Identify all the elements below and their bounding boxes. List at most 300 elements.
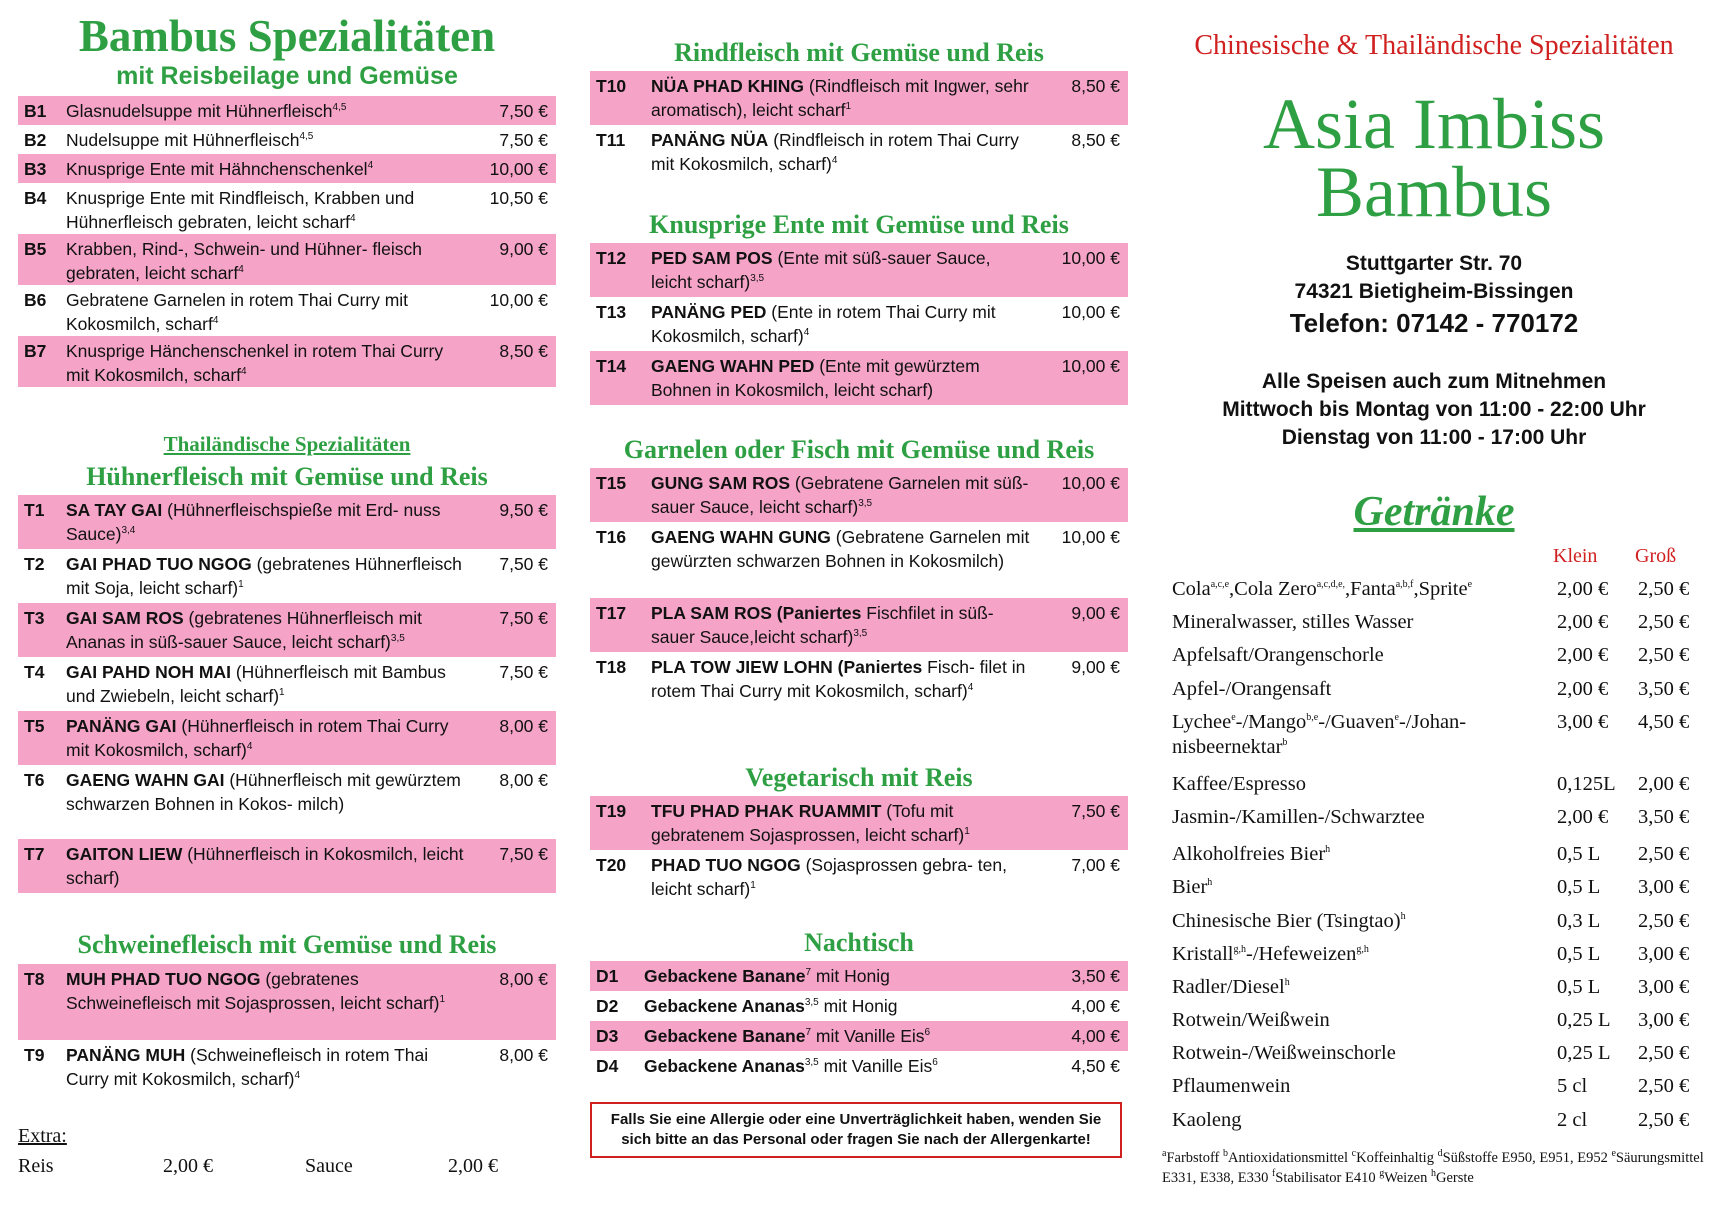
drink-row — [1172, 1104, 1708, 1137]
item-desc-text: Fisch- filet in rotem Thai Curry mit Kokosmilch, scharf) — [651, 657, 1026, 701]
item-price: 7,50 € — [499, 844, 548, 864]
item-code: B6 — [24, 290, 47, 310]
item-code: D4 — [596, 1056, 619, 1076]
item-price: 4,00 € — [1071, 1026, 1120, 1046]
allergen-sup: 1 — [964, 826, 970, 838]
item-description — [644, 1054, 1040, 1078]
item-price: 8,00 € — [499, 716, 548, 736]
item-code: B7 — [24, 341, 47, 361]
drink-name: Kristall$^{g,h}$-/Hefeweizen$^{g,h}$ — [1172, 942, 1369, 965]
item-price: 10,00 € — [1061, 248, 1120, 268]
item-description — [66, 288, 468, 333]
main-title: Bambus Spezialitäten — [78, 11, 496, 61]
item-price: 10,00 € — [1061, 302, 1120, 322]
drink-row — [1172, 838, 1708, 871]
allergen-sup: 4 — [831, 155, 838, 167]
item-description — [651, 601, 1040, 649]
item-code: T7 — [24, 844, 45, 864]
item-code: T2 — [24, 554, 45, 574]
item-code: T13 — [596, 302, 627, 322]
item-desc-text: (Ente mit gewürztem Bohnen in Kokosmilch, leicht scharf) — [651, 356, 980, 400]
item-price: 8,50 € — [1071, 130, 1120, 150]
item-code: T11 — [596, 130, 626, 150]
item-price: 3,50 € — [1071, 966, 1120, 986]
drink-small: 0,5 L — [1557, 942, 1601, 965]
drink-small: 2,00 € — [1557, 578, 1609, 600]
logo-line-2: Bambus — [1315, 152, 1552, 232]
menu-item-row — [18, 549, 556, 603]
item-price: 9,00 € — [499, 239, 548, 259]
phone: Telefon: 07142 - 770172 — [1289, 308, 1579, 338]
drink-name: Bier$^h$ — [1172, 876, 1213, 899]
drink-large: 3,00 € — [1638, 942, 1690, 965]
item-code: T4 — [24, 662, 45, 682]
allergen-sup: 7 — [805, 967, 812, 979]
klein-header: Klein — [1553, 545, 1598, 567]
item-name: Gebackene Banane — [644, 1026, 806, 1046]
allergen-sup: 4 — [212, 315, 219, 327]
item-name: GAENG WAHN PED — [651, 356, 815, 376]
allergen-sup: 3,5 — [804, 1057, 819, 1069]
item-price: 9,00 € — [1071, 603, 1120, 623]
drink-large: 3,00 € — [1638, 975, 1690, 998]
allergen-sup: 1 — [279, 687, 285, 699]
item-code: T12 — [596, 248, 627, 268]
item-description — [651, 655, 1040, 725]
menu-item-row — [18, 495, 556, 549]
menu-item-row — [18, 234, 556, 285]
drink-name: Kaffee/Espresso — [1172, 772, 1306, 795]
item-desc-text: Knusprige Ente mit Hähnchenschenkel — [66, 159, 368, 179]
item-desc-text: mit Vanille Eis — [815, 1026, 925, 1046]
drink-row — [1172, 905, 1708, 938]
item-price: 4,50 € — [1071, 1056, 1120, 1076]
drink-large: 2,50 € — [1638, 1108, 1690, 1131]
drink-large: 3,50 € — [1638, 805, 1690, 828]
allergen-sup: 3,5 — [804, 997, 819, 1009]
drink-small: 3,00 € — [1557, 710, 1609, 733]
duck-table — [590, 243, 1128, 405]
menu-item-row — [590, 243, 1128, 297]
item-description — [651, 525, 1040, 595]
item-desc-text: Fischfilet in süß-sauer Sauce,leicht scharf) — [651, 603, 994, 647]
menu-item-row — [590, 71, 1128, 125]
item-desc-text: (gebratenes Hühnerfleisch mit Soja, leicht scharf) — [66, 554, 462, 598]
allergen-sup: 3,5 — [858, 498, 873, 510]
additives-footnote: $^a$Farbstoff $^b$Antioxidationsmittel $^c$Koffeinhaltig $^d$Süßstoffe E950, E951, E952 $^e$Säurungsmittel E331, E338, E330 $^f$Stabilisator E410 $^g$Weizen $^h$Gerste — [1162, 1148, 1704, 1186]
item-description — [66, 128, 468, 151]
item-code: T14 — [596, 356, 627, 376]
drink-name: Rotwein/Weißwein — [1172, 1009, 1330, 1032]
item-name: GAENG WAHN GUNG — [651, 527, 831, 547]
address-city: 74321 Bietigheim-Bissingen — [1294, 280, 1574, 303]
item-price: 7,00 € — [1071, 855, 1120, 875]
item-name: TFU PHAD PHAK RUAMMIT — [651, 801, 882, 821]
item-code: T17 — [596, 603, 627, 623]
item-description — [66, 606, 468, 654]
bambus-table — [18, 96, 556, 387]
drink-name: Rotwein-/Weißweinschorle — [1172, 1042, 1396, 1065]
item-description — [651, 471, 1040, 519]
drink-row — [1172, 871, 1708, 904]
tagline: Chinesische & Thailändische Spezialitäten — [1194, 30, 1674, 61]
drink-name: Alkoholfreies Bier$^h$ — [1172, 843, 1331, 866]
item-code: T9 — [24, 1045, 45, 1065]
item-name: MUH PHAD TUO NGOG — [66, 969, 261, 989]
item-description — [651, 74, 1040, 122]
drink-name: Chinesische Bier (Tsingtao)$^h$ — [1172, 909, 1406, 932]
item-desc-text: (Gebratene Garnelen mit gewürzten schwarzen Bohnen in Kokosmilch) — [651, 527, 1030, 571]
drink-small: 0,5 L — [1557, 975, 1601, 998]
extra-label: Extra: — [18, 1125, 67, 1147]
item-description — [66, 552, 468, 600]
item-name: PANÄNG NÜA — [651, 130, 769, 150]
drink-row — [1172, 1070, 1708, 1103]
item-code: D1 — [596, 966, 619, 986]
item-description — [644, 964, 1040, 988]
menu-item-row — [18, 183, 556, 234]
item-name: Gebackene Ananas — [644, 996, 805, 1016]
item-code: T19 — [596, 801, 627, 821]
item-code: B2 — [24, 130, 47, 150]
menu-item-row — [590, 598, 1128, 652]
chicken-title: Hühnerfleisch mit Gemüse und Reis — [86, 462, 488, 491]
item-name: PHAD TUO NGOG — [651, 855, 801, 875]
logo-line-1: Asia Imbiss — [1263, 84, 1605, 164]
item-price: 4,00 € — [1071, 996, 1120, 1016]
extra-reis-price: 2,00 € — [163, 1155, 213, 1177]
item-name: PANÄNG MUH — [66, 1045, 186, 1065]
item-name: NÜA PHAD KHING — [651, 76, 804, 96]
drink-row — [1172, 639, 1708, 672]
item-name: PANÄNG PED — [651, 302, 767, 322]
drink-large: 2,00 € — [1638, 772, 1690, 795]
item-description — [66, 714, 468, 762]
allergen-sup: 1 — [238, 579, 244, 591]
allergen-sup: 1 — [845, 101, 852, 113]
main-subtitle: mit Reisbeilage und Gemüse — [116, 62, 458, 90]
drink-small: 0,5 L — [1557, 843, 1601, 866]
fish-table — [590, 468, 1128, 728]
item-code: T3 — [24, 608, 45, 628]
drinks-table — [1172, 573, 1708, 1137]
drink-large: 3,00 € — [1638, 876, 1690, 899]
item-code: T8 — [24, 969, 45, 989]
item-name: PLA SAM ROS (Paniertes — [651, 603, 862, 623]
item-desc-text: (Ente mit süß-sauer Sauce, leicht scharf) — [651, 248, 991, 292]
item-desc-text: (Rindfleisch mit Ingwer, sehr aromatisch), leicht scharf — [651, 76, 1029, 120]
item-price: 10,00 € — [1061, 356, 1120, 376]
allergen-sup: 1 — [439, 994, 446, 1006]
item-desc-text: (Hühnerfleischspieße mit Erd- nuss Sauce) — [66, 500, 441, 544]
item-code: D3 — [596, 1026, 619, 1046]
item-name: SA TAY GAI — [66, 500, 163, 520]
gross-header: Groß — [1635, 545, 1677, 567]
pork-title: Schweinefleisch mit Gemüse und Reis — [77, 930, 497, 959]
takeaway-note: Alle Speisen auch zum Mitnehmen — [1261, 370, 1607, 393]
allergen-sup: 4 — [367, 160, 374, 172]
drink-name: Cola$^{a,c,e}$,Cola Zero$^{a,c,d,e,}$,Fanta$^{a,b,f}$,Sprite$^e$ — [1172, 578, 1473, 600]
item-desc-text: (Sojasprossen gebra- ten, leicht scharf) — [651, 855, 1007, 899]
allergen-sup: 3,5 — [390, 633, 405, 645]
item-price: 7,50 € — [499, 554, 548, 574]
menu-item-row — [590, 125, 1128, 179]
item-desc-text: (Hühnerfleisch in Kokosmilch, leicht scharf) — [66, 844, 464, 888]
drink-name: Radler/Diesel$^h$ — [1172, 975, 1290, 998]
item-code: T18 — [596, 657, 627, 677]
item-code: T16 — [596, 527, 627, 547]
menu-item-row — [590, 652, 1128, 728]
item-code: B4 — [24, 188, 47, 208]
drink-row — [1172, 971, 1708, 1004]
drink-small: 2,00 € — [1557, 677, 1609, 700]
allergen-sup: 4,5 — [299, 131, 314, 143]
drink-large: 2,50 € — [1638, 1042, 1690, 1065]
allergy-notice: Falls Sie eine Allergie oder eine Unverträglichkeit haben, wenden Sie sich bitte an das Personal oder fragen Sie nach der Allergenkarte! — [590, 1102, 1122, 1158]
item-description — [66, 237, 468, 282]
item-name: PED SAM POS — [651, 248, 773, 268]
item-description — [66, 660, 468, 708]
item-price: 8,00 € — [499, 770, 548, 790]
item-description — [651, 246, 1040, 294]
hours-weekdays: Mittwoch bis Montag von 11:00 - 22:00 Uhr — [1222, 398, 1646, 421]
item-description — [651, 853, 1040, 901]
drink-row — [1172, 606, 1708, 639]
item-description — [651, 354, 1040, 402]
extra-sauce-price: 2,00 € — [448, 1155, 498, 1177]
allergen-sup: 4 — [967, 682, 974, 694]
pork-table — [18, 964, 556, 1094]
allergen-sup: 1 — [750, 880, 756, 892]
menu-item-row — [590, 468, 1128, 522]
item-price: 10,00 € — [489, 159, 548, 179]
chicken-table — [18, 495, 556, 893]
menu-item-row — [18, 603, 556, 657]
item-desc-text: (Gebratene Garnelen mit süß-sauer Sauce, leicht scharf) — [651, 473, 1029, 517]
item-name: GUNG SAM ROS — [651, 473, 791, 493]
item-price: 8,50 € — [1071, 76, 1120, 96]
menu-item-row — [590, 297, 1128, 351]
item-description — [66, 1043, 468, 1091]
drink-large: 2,50 € — [1638, 611, 1690, 634]
item-description — [651, 300, 1040, 348]
drink-small: 0,3 L — [1557, 909, 1601, 932]
item-desc-text: (Hühnerfleisch mit Bambus und Zwiebeln, leicht scharf) — [66, 662, 446, 706]
allergen-sup: 6 — [932, 1057, 938, 1069]
drink-name: Kaoleng — [1172, 1108, 1242, 1131]
item-description — [66, 99, 468, 122]
drink-small: 2 cl — [1557, 1108, 1588, 1131]
item-desc-text: Knusprige Hänchenschenkel in rotem Thai Curry mit Kokosmilch, scharf — [66, 341, 444, 385]
item-code: T10 — [596, 76, 627, 96]
menu-item-row — [18, 96, 556, 125]
menu-item-row — [18, 154, 556, 183]
menu-item-row — [590, 991, 1128, 1021]
menu-item-row — [590, 961, 1128, 991]
drink-row — [1172, 673, 1708, 706]
menu-item-row — [590, 522, 1128, 598]
item-price: 10,00 € — [489, 290, 548, 310]
item-price: 9,50 € — [499, 500, 548, 520]
item-description — [66, 339, 468, 384]
beef-title: Rindfleisch mit Gemüse und Reis — [674, 38, 1044, 67]
menu-item-row — [18, 125, 556, 154]
item-price: 10,50 € — [489, 188, 548, 208]
menu-item-row — [18, 336, 556, 387]
drinks-title: Getränke — [1353, 489, 1515, 535]
item-price: 7,50 € — [499, 101, 548, 121]
duck-title: Knusprige Ente mit Gemüse und Reis — [649, 210, 1069, 239]
restaurant-logo — [1160, 84, 1708, 232]
item-desc-text: mit Honig — [815, 966, 890, 986]
item-desc-text: (Tofu mit gebratenem Sojasprossen, leicht scharf) — [651, 801, 965, 845]
address-street: Stuttgarter Str. 70 — [1345, 252, 1523, 275]
drink-row — [1172, 938, 1708, 971]
item-desc-text: Nudelsuppe mit Hühnerfleisch — [66, 130, 300, 150]
veg-title: Vegetarisch mit Reis — [745, 763, 973, 792]
menu-item-row — [590, 351, 1128, 405]
allergen-sup: 4 — [238, 264, 244, 276]
item-code: B1 — [24, 101, 47, 121]
item-description — [644, 1024, 1040, 1048]
item-desc-text: (Schweinefleisch in rotem Thai Curry mit Kokosmilch, scharf) — [66, 1045, 429, 1089]
allergen-sup: 3,5 — [853, 628, 868, 640]
item-desc-text: (gebratenes Schweinefleisch mit Sojasprossen, leicht scharf) — [66, 969, 440, 1013]
item-description — [66, 186, 468, 231]
item-desc-text: Gebratene Garnelen in rotem Thai Curry mit Kokosmilch, scharf — [66, 290, 409, 334]
menu-item-row — [590, 850, 1128, 904]
drink-large: 2,50 € — [1638, 843, 1690, 866]
menu-item-row — [18, 839, 556, 893]
item-price: 9,00 € — [1071, 657, 1120, 677]
item-price: 7,50 € — [1071, 801, 1120, 821]
item-description — [66, 842, 468, 890]
drink-name: Pflaumenwein — [1172, 1075, 1291, 1098]
drink-row — [1172, 1004, 1708, 1037]
item-code: T1 — [24, 500, 45, 520]
item-code: T5 — [24, 716, 45, 736]
item-price: 8,50 € — [499, 341, 548, 361]
drink-row — [1172, 573, 1708, 606]
hours-tuesday: Dienstag von 11:00 - 17:00 Uhr — [1281, 426, 1587, 449]
drink-large: 3,00 € — [1638, 1009, 1690, 1032]
item-desc-text: mit Vanille Eis — [823, 1056, 933, 1076]
drink-name: Apfel-/Orangensaft — [1172, 677, 1332, 700]
drink-small: 0,125L — [1557, 772, 1616, 795]
drink-row — [1172, 768, 1708, 801]
allergen-sup: 7 — [805, 1027, 812, 1039]
allergen-sup: 4 — [246, 741, 253, 753]
item-desc-text: (Hühnerfleisch mit gewürztem schwarzen Bohnen in Kokos- milch) — [66, 770, 461, 814]
allergen-sup: 4 — [350, 213, 356, 225]
item-price: 7,50 € — [499, 608, 548, 628]
item-price: 7,50 € — [499, 130, 548, 150]
item-name: GAITON LIEW — [66, 844, 183, 864]
fish-title: Garnelen oder Fisch mit Gemüse und Reis — [623, 435, 1095, 464]
drink-name: Lychee$^e$-/Mango$^{b,e}$-/Guaven$^e$-/Johan- nisbeernektar$^b$ — [1172, 710, 1467, 758]
drink-small: 2,00 € — [1557, 611, 1609, 634]
item-desc-text: Krabben, Rind-, Schwein- und Hühner- fleisch gebraten, leicht scharf — [66, 239, 423, 283]
item-name: GAI PAHD NOH MAI — [66, 662, 231, 682]
drink-small: 0,25 L — [1557, 1009, 1611, 1032]
drink-large: 2,50 € — [1638, 909, 1690, 932]
drink-large: 4,50 € — [1638, 710, 1690, 733]
item-description — [66, 157, 468, 180]
menu-item-row — [18, 765, 556, 839]
item-code: T15 — [596, 473, 627, 493]
item-desc-text: (gebratenes Hühnerfleisch mit Ananas in süß-sauer Sauce, leicht scharf) — [66, 608, 422, 652]
menu-item-row — [18, 285, 556, 336]
drink-name: Mineralwasser, stilles Wasser — [1172, 611, 1414, 634]
allergen-sup: 4,5 — [332, 102, 347, 114]
item-price: 7,50 € — [499, 662, 548, 682]
allergen-sup: 6 — [924, 1027, 931, 1039]
item-name: Gebackene Ananas — [644, 1056, 805, 1076]
drink-row — [1172, 706, 1708, 768]
item-desc-text: (Hühnerfleisch in rotem Thai Curry mit Kokosmilch, scharf) — [66, 716, 449, 760]
thai-title: Thailändische Spezialitäten — [163, 432, 411, 456]
item-price: 10,00 € — [1061, 473, 1120, 493]
item-price: 8,00 € — [499, 969, 548, 989]
drink-row — [1172, 1037, 1708, 1070]
item-name: PLA TOW JIEW LOHN (Paniertes — [651, 657, 923, 677]
item-name: GAENG WAHN GAI — [66, 770, 225, 790]
drink-row — [1172, 801, 1708, 834]
extra-reis: Reis — [18, 1155, 54, 1177]
item-code: B5 — [24, 239, 47, 259]
drink-small: 0,5 L — [1557, 876, 1601, 899]
drink-name: Apfelsaft/Orangenschorle — [1172, 644, 1384, 667]
menu-item-row — [18, 1040, 556, 1094]
drink-large: 2,50 € — [1638, 578, 1690, 600]
item-description — [644, 994, 1040, 1018]
item-price: 10,00 € — [1061, 527, 1120, 547]
menu-item-row — [18, 657, 556, 711]
drink-large: 2,50 € — [1638, 1075, 1690, 1098]
item-description — [651, 799, 1040, 847]
item-desc-text: Glasnudelsuppe mit Hühnerfleisch — [66, 101, 333, 121]
allergen-sup: 3,5 — [750, 273, 765, 285]
item-description — [66, 768, 468, 836]
item-code: B3 — [24, 159, 47, 179]
extra-sauce: Sauce — [305, 1155, 353, 1177]
menu-item-row — [590, 1051, 1128, 1081]
item-description — [66, 498, 468, 546]
allergen-sup: 4 — [294, 1070, 301, 1082]
drink-large: 3,50 € — [1638, 677, 1690, 700]
item-description — [66, 967, 468, 1037]
drink-small: 2,00 € — [1557, 805, 1609, 828]
item-code: T20 — [596, 855, 627, 875]
item-desc-text: Knusprige Ente mit Rindfleisch, Krabben und Hühnerfleisch gebraten, leicht scharf — [66, 188, 415, 232]
item-desc-text: mit Honig — [823, 996, 898, 1016]
item-name: GAI PHAD TUO NGOG — [66, 554, 252, 574]
dessert-table — [590, 961, 1128, 1081]
menu-item-row — [18, 711, 556, 765]
menu-item-row — [590, 796, 1128, 850]
item-code: D2 — [596, 996, 619, 1016]
item-desc-text: (Rindfleisch in rotem Thai Curry mit Kokosmilch, scharf) — [651, 130, 1019, 174]
allergen-sup: 4 — [241, 366, 247, 378]
veg-table — [590, 796, 1128, 904]
menu-item-row — [590, 1021, 1128, 1051]
item-code: T6 — [24, 770, 45, 790]
item-name: PANÄNG GAI — [66, 716, 177, 736]
drink-small: 0,25 L — [1557, 1042, 1611, 1065]
item-name: Gebackene Banane — [644, 966, 806, 986]
drink-name: Jasmin-/Kamillen-/Schwarztee — [1172, 805, 1425, 828]
dessert-title: Nachtisch — [804, 928, 914, 957]
